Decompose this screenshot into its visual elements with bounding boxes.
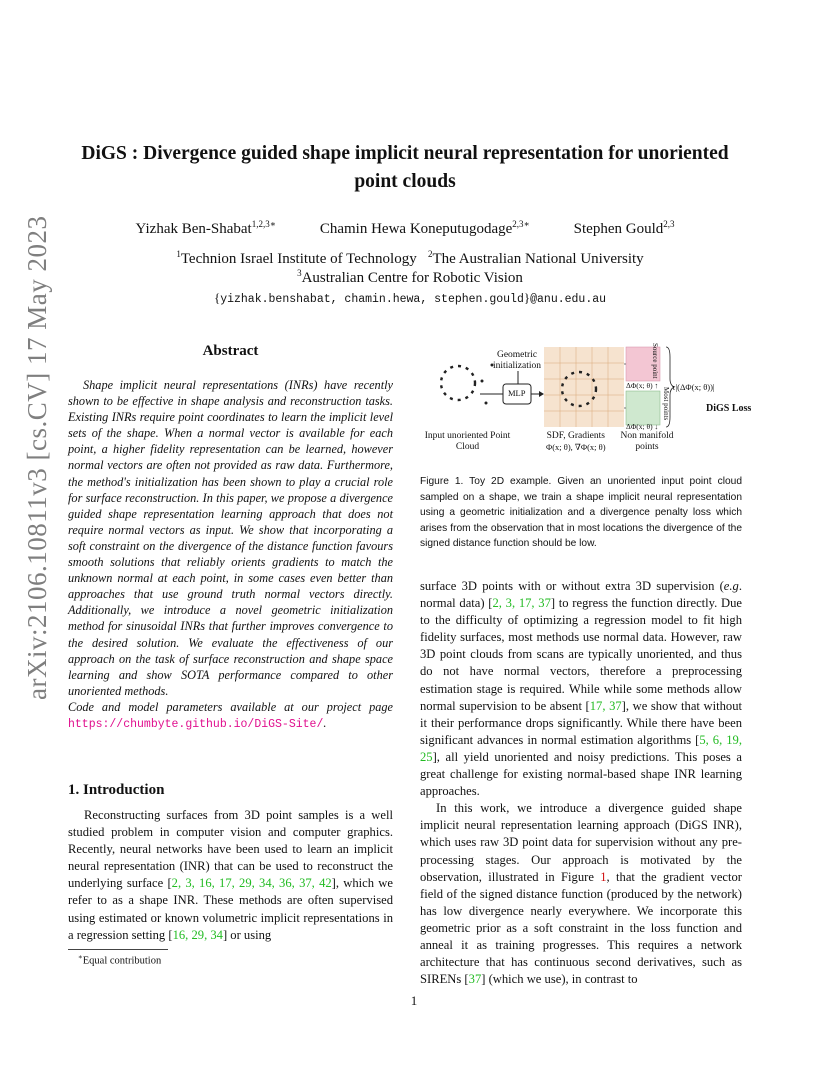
- abstract-text: Shape implicit neural representations (INRs) have recently shown to be effective in shape analysis and reconstruction tasks. Existing INRs require point coordinates to learn the implicit level sets of the shape. When a normal vector is available for each point, a higher fidelity representation can be learned, however normal vectors are often not provided as raw data. Furthermore, the method's initialization has been shown to play a crucial role for surface reconstruction. In this paper, we propose a divergence guided shape representation learning approach that does not require normal vectors as input. We show that incorporating a soft constraint on the divergence of the distance function favours smooth solutions that reliably orients gradients to match the unknown normal at each point, in some cases even better than approaches that use ground truth normal vectors directly. Additionally, we introduce a novel geometric initialization method for sinusoidal INRs that further improves convergence to the desired solution. We evaluate the effectiveness of our approach on the task of surface reconstruction and shape space learning and show SOTA performance compared to other unoriented methods.: [68, 378, 393, 698]
- figure-1: [420, 343, 750, 458]
- introduction-text: [68, 807, 393, 944]
- abstract-code-note: Code and model parameters available at our project page https://chumbyte.github.io/DiGS-Site/.: [68, 699, 393, 731]
- citation-link[interactable]: 5, 6, 19, 25: [420, 732, 742, 764]
- figure-1-caption: Figure 1. Toy 2D example. Given an unoriented input point cloud sampled on a shape, we train a shape implicit neural representation using a geometric initialization and a divergence penalty loss which arises from the observation that in most locations the divergence of the signed distance function should be low.: [420, 476, 742, 549]
- author: Stephen Gould$^{2,3}$: [573, 219, 675, 237]
- right-column-text: [420, 578, 742, 988]
- citation-link[interactable]: 16, 29, 34: [172, 927, 223, 942]
- paragraph: surface 3D points with or without extra 3D supervision (e.g. normal data) [2, 3, 17, 37] to regress the function directly. Due to the difficulty of optimizing a regression model to fit high fidelity surfaces, most methods use normal data. However, raw 3D point clouds from scans are typically unoriented, and thus do not have normal vectors, therefore a preprocessing estimation stage is required. While while some methods allow normal supervision to be absent [17, 37], we show that without it their performance drops significantly. While there have been significant advances in normal estimation algorithms [5, 6, 19, 25], all yield unoriented and noisy predictions. This poses a great challenge for existing normal-based shape INR learning approaches.: [420, 579, 743, 799]
- label-source-point: Source point: [651, 343, 659, 379]
- page-number: 1: [410, 993, 418, 1008]
- title-line-2: point clouds: [354, 171, 456, 192]
- affiliations-line-1: $^1$Technion Israel Institute of Technology $^2$The Australian National University: [176, 249, 644, 267]
- abstract-body: [68, 377, 393, 733]
- label-most-points: Most points: [662, 387, 670, 421]
- label-delta-up: ΔΦ(x; θ) ↑: [626, 381, 659, 390]
- paper-title: [70, 140, 740, 196]
- citation-link[interactable]: 2, 3, 17, 37: [492, 596, 551, 611]
- title-line-1: DiGS : Divergence guided shape implicit neural representation for unoriented: [81, 143, 729, 164]
- arxiv-identifier: arXiv:2106.10811v3 [cs.CV] 17 May 2023: [22, 215, 52, 700]
- label-delta-down: ΔΦ(x; θ) ↓: [626, 422, 659, 431]
- author-emails: {yizhak.benshabat, chamin.hewa, stephen.gould}@anu.edu.au: [213, 290, 607, 306]
- figure-ref-link[interactable]: 1: [600, 869, 607, 884]
- label-non-manifold: Non manifold points: [620, 431, 674, 452]
- author: Chamin Hewa Koneputugodage$^{2,3∗}$: [319, 219, 530, 237]
- citation-link[interactable]: 17, 37: [589, 698, 622, 713]
- author: Yizhak Ben-Shabat$^{1,2,3∗}$: [135, 219, 276, 237]
- citation-link[interactable]: 2, 3, 16, 17, 29, 34, 36, 37, 42: [171, 876, 332, 891]
- label-mlp: MLP: [508, 388, 526, 398]
- abstract-heading: Abstract: [202, 343, 259, 359]
- citation-link[interactable]: 37: [468, 972, 482, 987]
- paragraph: Reconstructing surfaces from 3D point samples is a well studied problem in computer vision and computer graphics. Recently, neural networks have been used to learn an implicit neural representation (INR) that can be used to reconstruct the underlying surface [2, 3, 16, 17, 29, 34, 36, 37, 42], which we refer to as a shape INR. These methods are often supervised using estimated or known volumetric implicit representations in a regression setting [16, 29, 34] or using: [68, 808, 393, 942]
- project-page-link[interactable]: https://chumbyte.github.io/DiGS-Site/: [68, 717, 324, 731]
- label-tau-loss: τ|(ΔΦ(x; θ))|: [672, 382, 715, 392]
- label-input-point-cloud: Input unoriented Point Cloud: [424, 431, 511, 452]
- author-list: [60, 219, 750, 238]
- section-heading-introduction: 1. Introduction: [68, 782, 165, 798]
- footnote: ∗Equal contribution: [78, 953, 162, 967]
- paragraph: In this work, we introduce a divergence guided shape implicit neural representation learning approach (DiGS INR), which uses raw 3D point data for supervision without any pre-processing stages. Our approach is motivated by the observation, illustrated in Figure 1, that the gradient vector field of the signed distance function (produced by the network) has low divergence nearly everywhere. We incorporate this geometric prior as a soft constraint in the loss function and anneal it as training progresses. This requires a network architecture that has continuous second derivatives, such as SIRENs [37] (which we use), in contrast to: [420, 801, 742, 987]
- label-sdf-gradients: SDF, Gradients Φ(x; θ), ∇Φ(x; θ): [546, 431, 606, 452]
- label-geometric-init: Geometric initialization: [492, 350, 541, 371]
- footnote-divider: [68, 949, 168, 950]
- label-digs-loss: DiGS Loss: [706, 403, 752, 414]
- affiliations-line-2: $^3$Australian Centre for Robotic Vision: [297, 268, 523, 286]
